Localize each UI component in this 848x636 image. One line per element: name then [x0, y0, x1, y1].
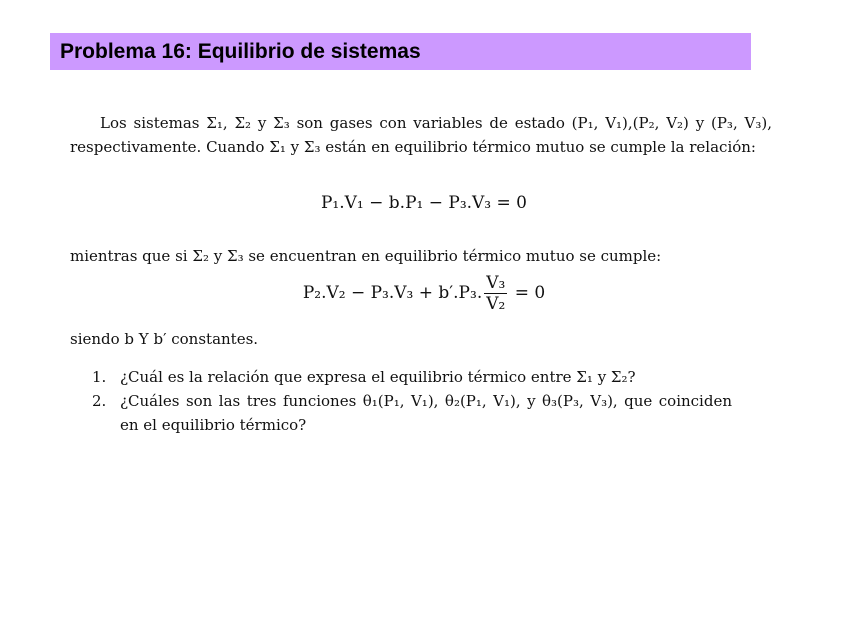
question-number: 1.	[92, 368, 107, 386]
equation-1: P₁.V₁ − b.P₁ − P₃.V₃ = 0	[320, 193, 527, 213]
question-text: ¿Cuáles son las tres funciones θ₁(P₁, V₁), θ₂(P₁, V₁), y θ₃(P₃, V₃), que coinciden en el equilibrio térmico?	[120, 392, 732, 434]
question-list	[92, 365, 732, 437]
second-paragraph: mientras que si Σ₂ y Σ₃ se encuentran en equilibrio térmico mutuo se cumple:	[70, 247, 662, 265]
equation-2-left: P₂.V₂ − P₃.V₃ + b′.P₃.	[302, 283, 483, 303]
page-title: Problema 16: Equilibrio de sistemas	[60, 40, 421, 63]
equation-2-right: = 0	[514, 283, 546, 303]
equation-2-fraction	[484, 273, 507, 314]
fraction-numerator: V₃	[486, 273, 506, 293]
equation-2	[0, 273, 848, 314]
list-item	[92, 389, 732, 437]
title-banner	[50, 33, 751, 70]
intro-paragraph: Los sistemas Σ₁, Σ₂ y Σ₃ son gases con variables de estado (P₁, V₁),(P₂, V₂) y (P₃, V₃), respectivamente. Cuando Σ₁ y Σ₃ están en equilibrio térmico mutuo se cumple la relación:	[70, 114, 772, 156]
question-number: 2.	[92, 392, 107, 410]
list-item	[92, 365, 732, 389]
constants-note: siendo b Y b′ constantes.	[70, 330, 259, 348]
question-text: ¿Cuál es la relación que expresa el equilibrio térmico entre Σ₁ y Σ₂?	[120, 368, 636, 386]
fraction-denominator: V₂	[486, 294, 506, 314]
